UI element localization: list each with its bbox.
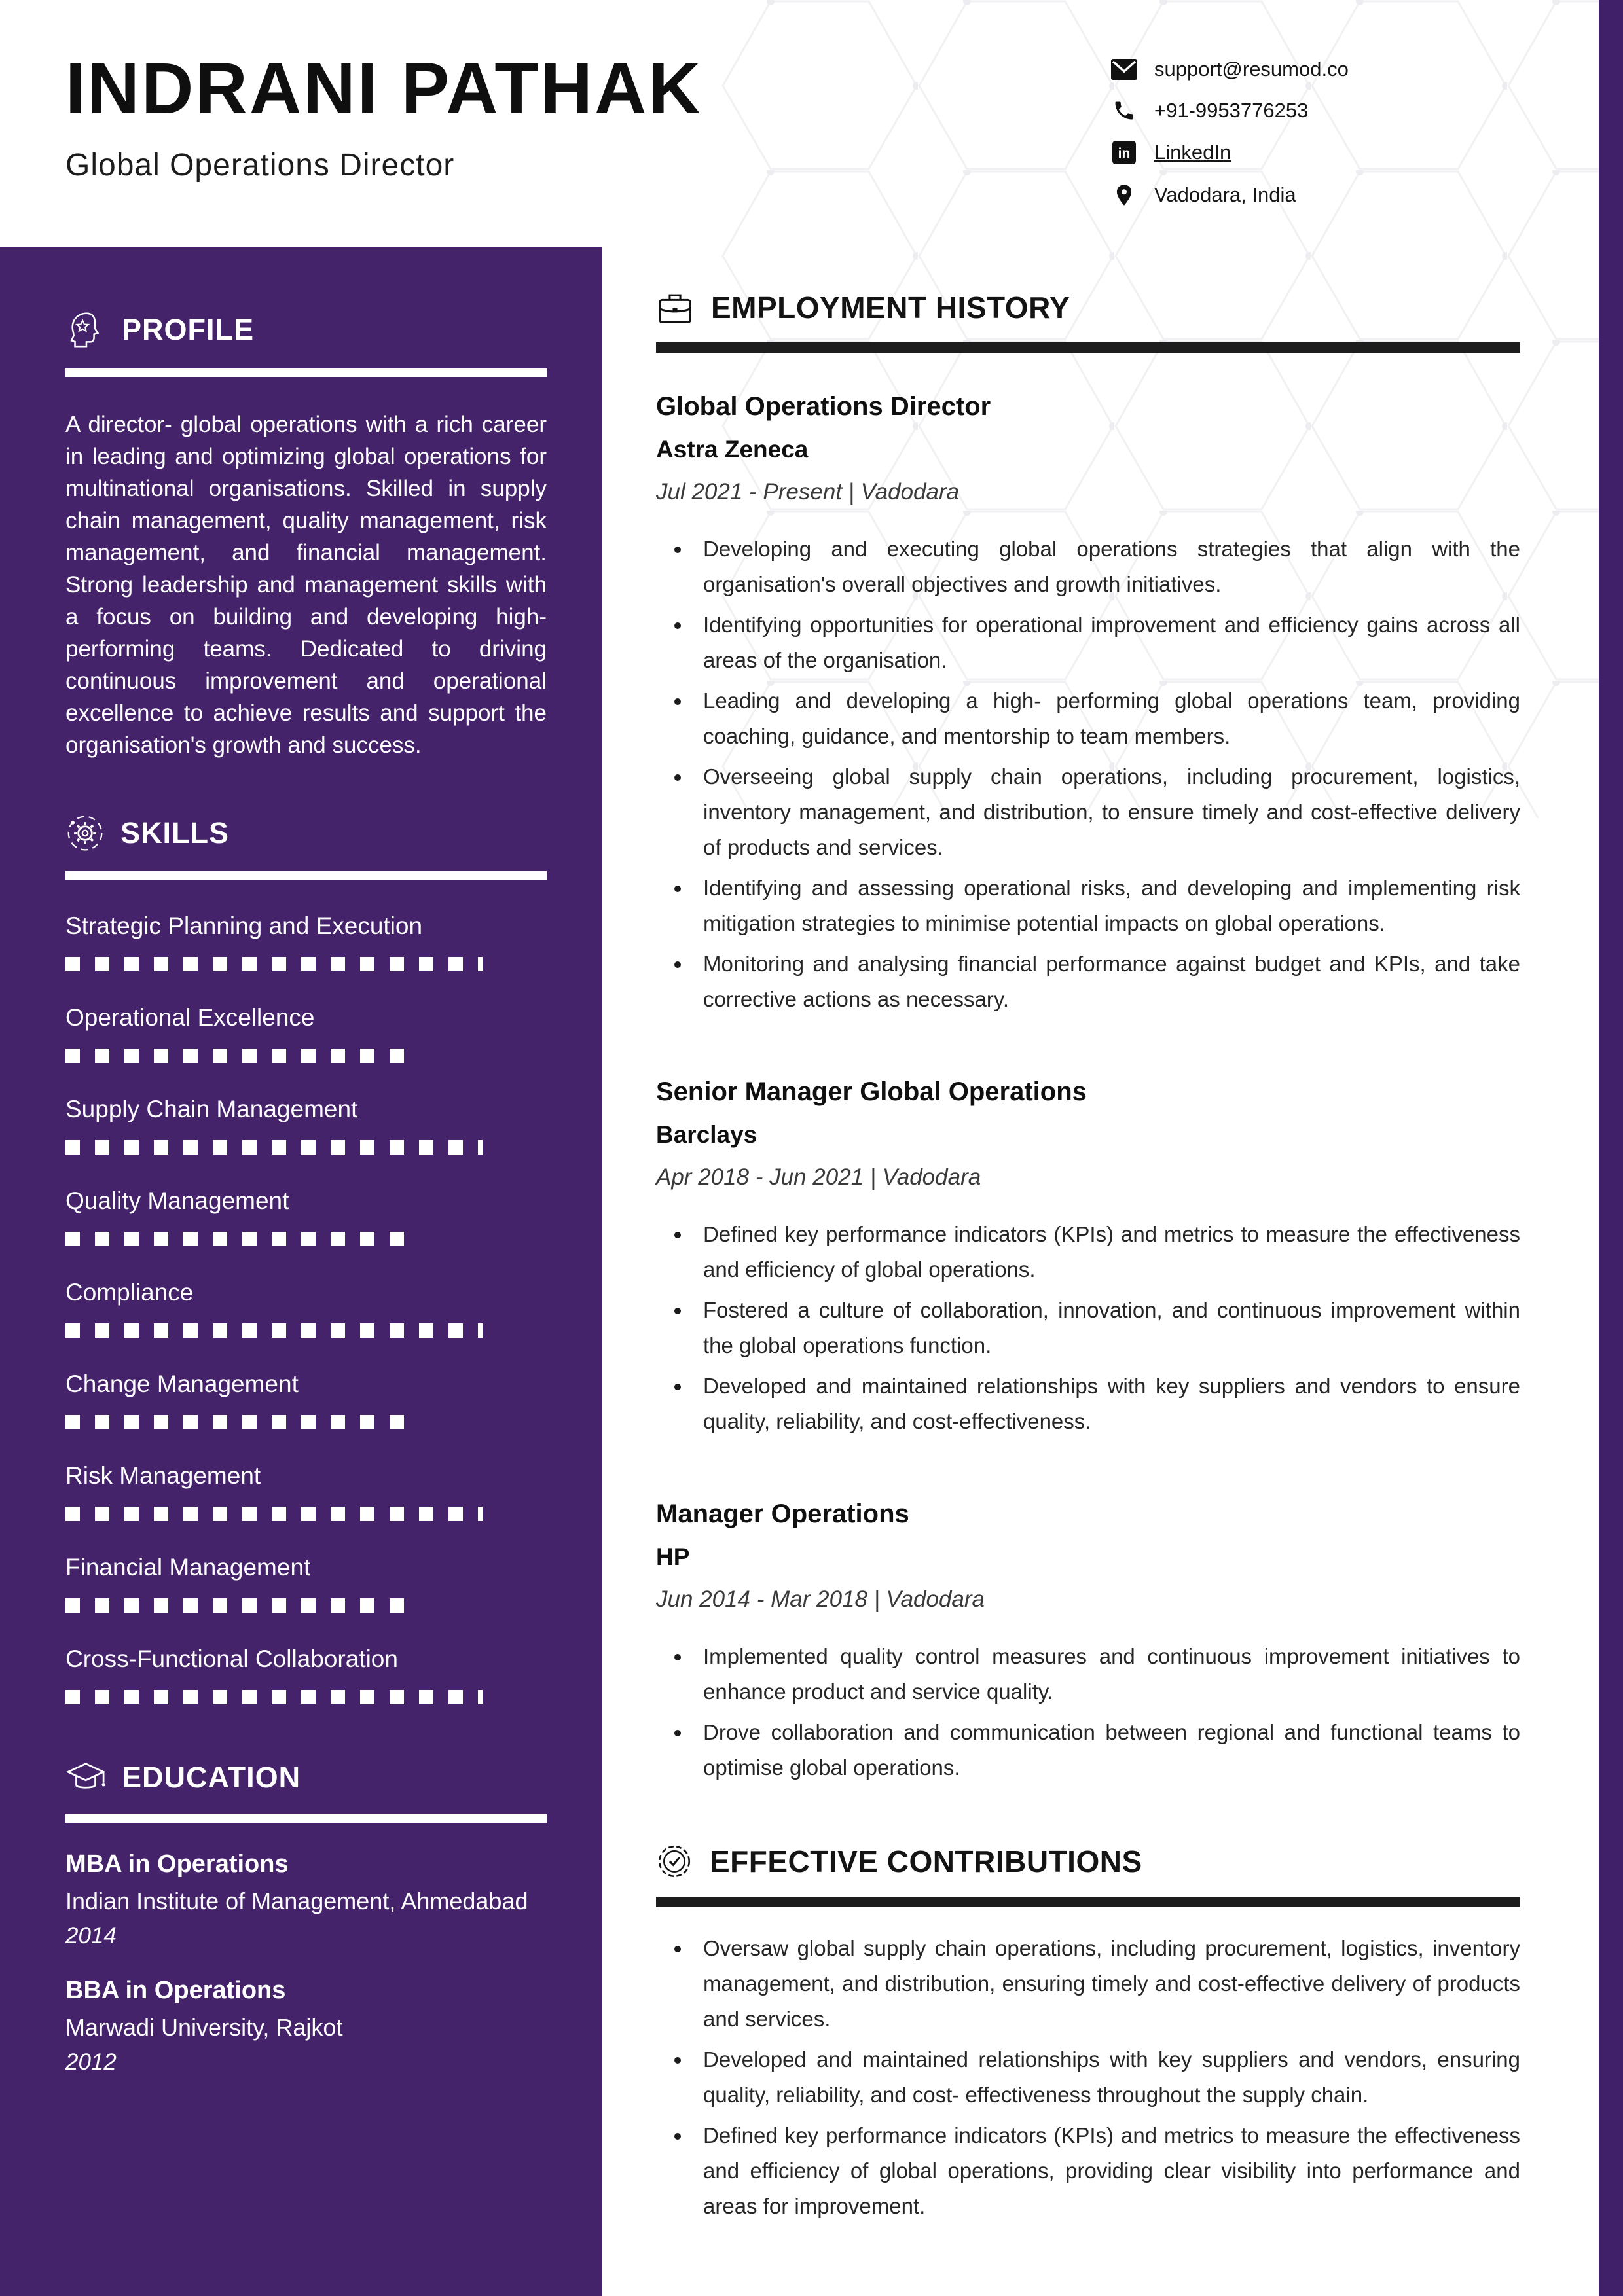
skill-square [390,1323,404,1338]
skill-square [390,1140,404,1155]
education-school: Indian Institute of Management, Ahmedabad [65,1888,528,1914]
skill-square [154,1598,168,1613]
job-entry [656,392,1520,1017]
skill-label: Risk Management [65,1462,261,1489]
candidate-job-title: Global Operations Director [65,148,455,183]
skill-square [124,1507,139,1521]
head-with-star-icon [65,310,106,350]
skill-item [65,1462,547,1521]
skill-item [65,1279,547,1338]
job-dates-location: Jun 2014 - Mar 2018 | Vadodara [656,1587,985,1612]
skill-level-bar [65,1690,547,1704]
skill-square [213,1049,227,1063]
phone-icon [1110,99,1139,122]
skill-square [360,1140,374,1155]
skill-square [183,957,198,971]
bullet-item: Developing and executing global operations strategies that align with the organisation's overall objectives and growth initiatives. [656,531,1520,602]
skill-square [448,957,463,971]
bullet-item: Identifying opportunities for operational improvement and efficiency gains across all areas of the organisation. [656,607,1520,678]
briefcase-icon [656,291,694,325]
skill-square [65,957,80,971]
skill-square [65,1507,80,1521]
skill-square [95,1507,109,1521]
skill-square [331,1598,345,1613]
skill-square [272,1690,286,1704]
employment-section [656,290,1520,1785]
skill-square [124,1140,139,1155]
skill-label: Supply Chain Management [65,1096,358,1122]
skill-square [272,1507,286,1521]
skill-square [419,1507,433,1521]
skill-square [390,1598,404,1613]
skill-level-bar [65,1507,547,1521]
bullet-item: Drove collaboration and communication between regional and functional teams to optimise global operations. [656,1715,1520,1785]
skill-square [124,1598,139,1613]
skill-square [272,1232,286,1246]
bullet-item: Fostered a culture of collaboration, innovation, and continuous improvement within the global operations function. [656,1293,1520,1363]
skill-square [242,1690,257,1704]
employment-heading-rule [656,342,1520,353]
education-degree: BBA in Operations [65,1977,286,2004]
contact-email-text: support@resumod.co [1154,58,1349,81]
skill-square [272,1140,286,1155]
skill-square [301,1415,316,1429]
skill-square [65,1415,80,1429]
job-title: Global Operations Director [656,392,991,421]
skill-square [419,1323,433,1338]
skill-square [242,1140,257,1155]
jobs-list [656,392,1520,1785]
profile-text: A director- global operations with a rich career in leading and optimizing global operations for multinational organisations. Skilled in supply chain management, quality management, risk management, and financial management. Strong leadership and management skills with a focus on building and developing high- performing teams. Dedicated to driving continuous improvement and operational excellence to achieve results and support the organisation's growth and success. [65,412,547,758]
skill-label: Quality Management [65,1187,289,1214]
job-company: Barclays [656,1121,757,1148]
skill-square [331,1049,345,1063]
skill-square [360,1598,374,1613]
skill-square [95,957,109,971]
envelope-icon [1110,58,1139,81]
contributions-heading-rule [656,1897,1520,1907]
skill-square [390,957,404,971]
skill-square [331,1690,345,1704]
job-dates-location: Apr 2018 - Jun 2021 | Vadodara [656,1164,981,1190]
skill-label: Strategic Planning and Execution [65,912,423,939]
bullet-item: Overseeing global supply chain operations, including procurement, logistics, inventory management, and distribution, to ensure timely and cost-effective delivery of products and services. [656,759,1520,865]
job-entry [656,1077,1520,1439]
skill-level-bar [65,1598,547,1613]
skill-square [95,1232,109,1246]
skill-label: Operational Excellence [65,1004,315,1031]
skill-item [65,1645,547,1704]
skill-square [301,1232,316,1246]
skill-square [419,1690,433,1704]
skill-square [360,1415,374,1429]
contributions-heading-row [656,1843,1520,1880]
skill-square [95,1323,109,1338]
skill-square [360,1232,374,1246]
skill-square [419,957,433,971]
contact-block [1110,58,1349,207]
skill-square [183,1507,198,1521]
graduation-cap-icon [65,1759,106,1796]
skill-square [95,1049,109,1063]
bullet-item: Developed and maintained relationships with key suppliers and vendors, ensuring quality, reliability, and cost- effectiveness throughout the supply chain. [656,2042,1520,2113]
skill-square [242,957,257,971]
employment-heading: EMPLOYMENT HISTORY [711,291,1070,325]
svg-text:in: in [1118,146,1131,161]
contact-email-row [1110,58,1349,81]
skill-square [213,1232,227,1246]
skill-label: Compliance [65,1279,194,1306]
skill-square [242,1323,257,1338]
job-title: Senior Manager Global Operations [656,1077,1087,1106]
skill-square [95,1415,109,1429]
profile-section [65,310,547,761]
skill-square [331,1507,345,1521]
contact-linkedin-link[interactable]: LinkedIn [1154,141,1231,164]
skill-square [65,1323,80,1338]
profile-heading: PROFILE [122,313,255,346]
skill-square-partial [478,1140,483,1155]
skill-square [331,1415,345,1429]
skill-square [331,957,345,971]
skill-square [213,1415,227,1429]
skill-square [183,1140,198,1155]
skill-square [65,1232,80,1246]
header [65,47,702,183]
job-company: HP [656,1543,690,1570]
main-column [656,290,1520,2229]
skill-square [301,1598,316,1613]
skill-square [272,1323,286,1338]
education-list [65,1850,547,2075]
skill-square [65,1049,80,1063]
candidate-name: INDRANI PATHAK [65,48,702,129]
skill-square-partial [478,957,483,971]
skill-square [65,1598,80,1613]
skill-square [95,1690,109,1704]
contact-phone-row [1110,99,1349,122]
skill-square [154,1232,168,1246]
skill-square [213,1323,227,1338]
skills-list [65,912,547,1704]
skill-square [331,1232,345,1246]
job-dates-location: Jul 2021 - Present | Vadodara [656,479,960,505]
skill-square-partial [478,1323,483,1338]
skill-square [301,1049,316,1063]
skill-item [65,1371,547,1429]
skill-square [242,1598,257,1613]
skills-heading-row [65,814,547,853]
skill-square [390,1690,404,1704]
skill-square [183,1049,198,1063]
skills-section [65,814,547,1704]
skill-square [448,1507,463,1521]
skill-item [65,1187,547,1246]
skill-square [183,1232,198,1246]
job-bullet-list [656,1217,1520,1439]
skill-square [272,1049,286,1063]
education-item [65,1850,547,1949]
bullet-item: Leading and developing a high- performing global operations team, providing coaching, guidance, and mentorship to team members. [656,683,1520,754]
skill-square [95,1598,109,1613]
skill-item [65,1096,547,1155]
skill-square [213,1507,227,1521]
skill-square [448,1690,463,1704]
skill-level-bar [65,1049,547,1063]
skill-square [183,1598,198,1613]
skill-square [124,1049,139,1063]
skill-label: Change Management [65,1371,299,1397]
profile-heading-row [65,310,547,350]
skill-square [272,1598,286,1613]
skill-square [154,1323,168,1338]
job-bullet-list [656,1639,1520,1785]
skill-square [360,1507,374,1521]
skill-square [390,1049,404,1063]
skills-heading-rule [65,871,547,880]
skill-square [213,1598,227,1613]
skill-square [272,957,286,971]
skill-square-partial [478,1690,483,1704]
skill-square [242,1507,257,1521]
skill-square [272,1415,286,1429]
skill-square [419,1140,433,1155]
skill-square [301,957,316,971]
job-bullet-list [656,531,1520,1017]
education-year: 2014 [65,1923,117,1948]
skill-square [390,1415,404,1429]
education-year: 2012 [65,2049,117,2075]
skill-square [301,1690,316,1704]
skill-square [154,1507,168,1521]
skill-square [448,1140,463,1155]
skill-square [154,1690,168,1704]
skill-square [301,1507,316,1521]
education-item [65,1977,547,2075]
skill-square [124,1690,139,1704]
skill-square [390,1232,404,1246]
job-title: Manager Operations [656,1499,909,1528]
skill-square [390,1507,404,1521]
map-pin-icon [1110,183,1139,207]
skill-square [124,1415,139,1429]
skill-item [65,1554,547,1613]
skill-square [124,1323,139,1338]
skill-square [213,1690,227,1704]
bullet-item: Defined key performance indicators (KPIs) and metrics to measure the effectiveness and efficiency of global operations, providing clear visibility into performance and areas for improvement. [656,2118,1520,2224]
page-edge-stripe [1599,0,1623,2296]
skill-square [183,1690,198,1704]
skill-square [360,957,374,971]
skill-square [301,1323,316,1338]
skill-square-partial [478,1507,483,1521]
contact-location-text: Vadodara, India [1154,183,1296,206]
skill-square [242,1049,257,1063]
skill-square [65,1690,80,1704]
bullet-item: Implemented quality control measures and continuous improvement initiatives to enhance product and service quality. [656,1639,1520,1710]
skill-level-bar [65,1232,547,1246]
education-heading: EDUCATION [122,1761,301,1794]
skill-square [360,1690,374,1704]
contributions-bullet-list [656,1931,1520,2224]
education-heading-row [65,1759,547,1796]
skill-square [124,957,139,971]
contributions-heading: EFFECTIVE CONTRIBUTIONS [710,1844,1142,1878]
bullet-item: Identifying and assessing operational risks, and developing and implementing risk mitigation strategies to minimise potential impacts on global operations. [656,870,1520,941]
skill-level-bar [65,1323,547,1338]
contact-linkedin-row[interactable] [1110,140,1349,165]
bullet-item: Developed and maintained relationships with key suppliers and vendors to ensure quality, reliability, and cost-effectiveness. [656,1369,1520,1439]
employment-heading-row [656,290,1520,325]
education-section [65,1759,547,2075]
contact-location-row [1110,183,1349,207]
linkedin-icon [1110,140,1139,165]
skill-square [331,1323,345,1338]
skill-label: Cross-Functional Collaboration [65,1645,398,1672]
education-heading-rule [65,1814,547,1823]
job-entry [656,1499,1520,1785]
contributions-section [656,1843,1520,2224]
job-company: Astra Zeneca [656,436,809,463]
skill-level-bar [65,957,547,971]
skill-square [154,1049,168,1063]
skill-label: Financial Management [65,1554,311,1581]
gear-icon [65,814,105,853]
skill-square [65,1140,80,1155]
skill-square [213,957,227,971]
bullet-item: Oversaw global supply chain operations, including procurement, logistics, inventory management, and distribution, ensuring timely and cost-effective delivery of products and services. [656,1931,1520,2037]
skill-square [331,1140,345,1155]
education-degree: MBA in Operations [65,1850,289,1878]
skill-square [360,1049,374,1063]
skill-square [183,1323,198,1338]
skill-square [183,1415,198,1429]
skill-item [65,1004,547,1063]
education-school: Marwadi University, Rajkot [65,2014,343,2041]
skill-square [360,1323,374,1338]
skill-square [154,1415,168,1429]
skill-square [448,1323,463,1338]
skill-square [242,1232,257,1246]
skill-level-bar [65,1140,547,1155]
skills-heading: SKILLS [120,816,230,850]
contact-phone-text: +91-9953776253 [1154,99,1309,122]
skill-square [242,1415,257,1429]
skill-square [213,1140,227,1155]
profile-heading-rule [65,368,547,377]
skill-square [95,1140,109,1155]
skill-level-bar [65,1415,547,1429]
skill-square [124,1232,139,1246]
skill-item [65,912,547,971]
skill-square [154,1140,168,1155]
award-badge-icon [656,1843,693,1880]
skill-square [301,1140,316,1155]
bullet-item: Defined key performance indicators (KPIs) and metrics to measure the effectiveness and efficiency of global operations. [656,1217,1520,1287]
sidebar [0,247,602,2296]
bullet-item: Monitoring and analysing financial performance against budget and KPIs, and take corrective actions as necessary. [656,946,1520,1017]
skill-square [154,957,168,971]
